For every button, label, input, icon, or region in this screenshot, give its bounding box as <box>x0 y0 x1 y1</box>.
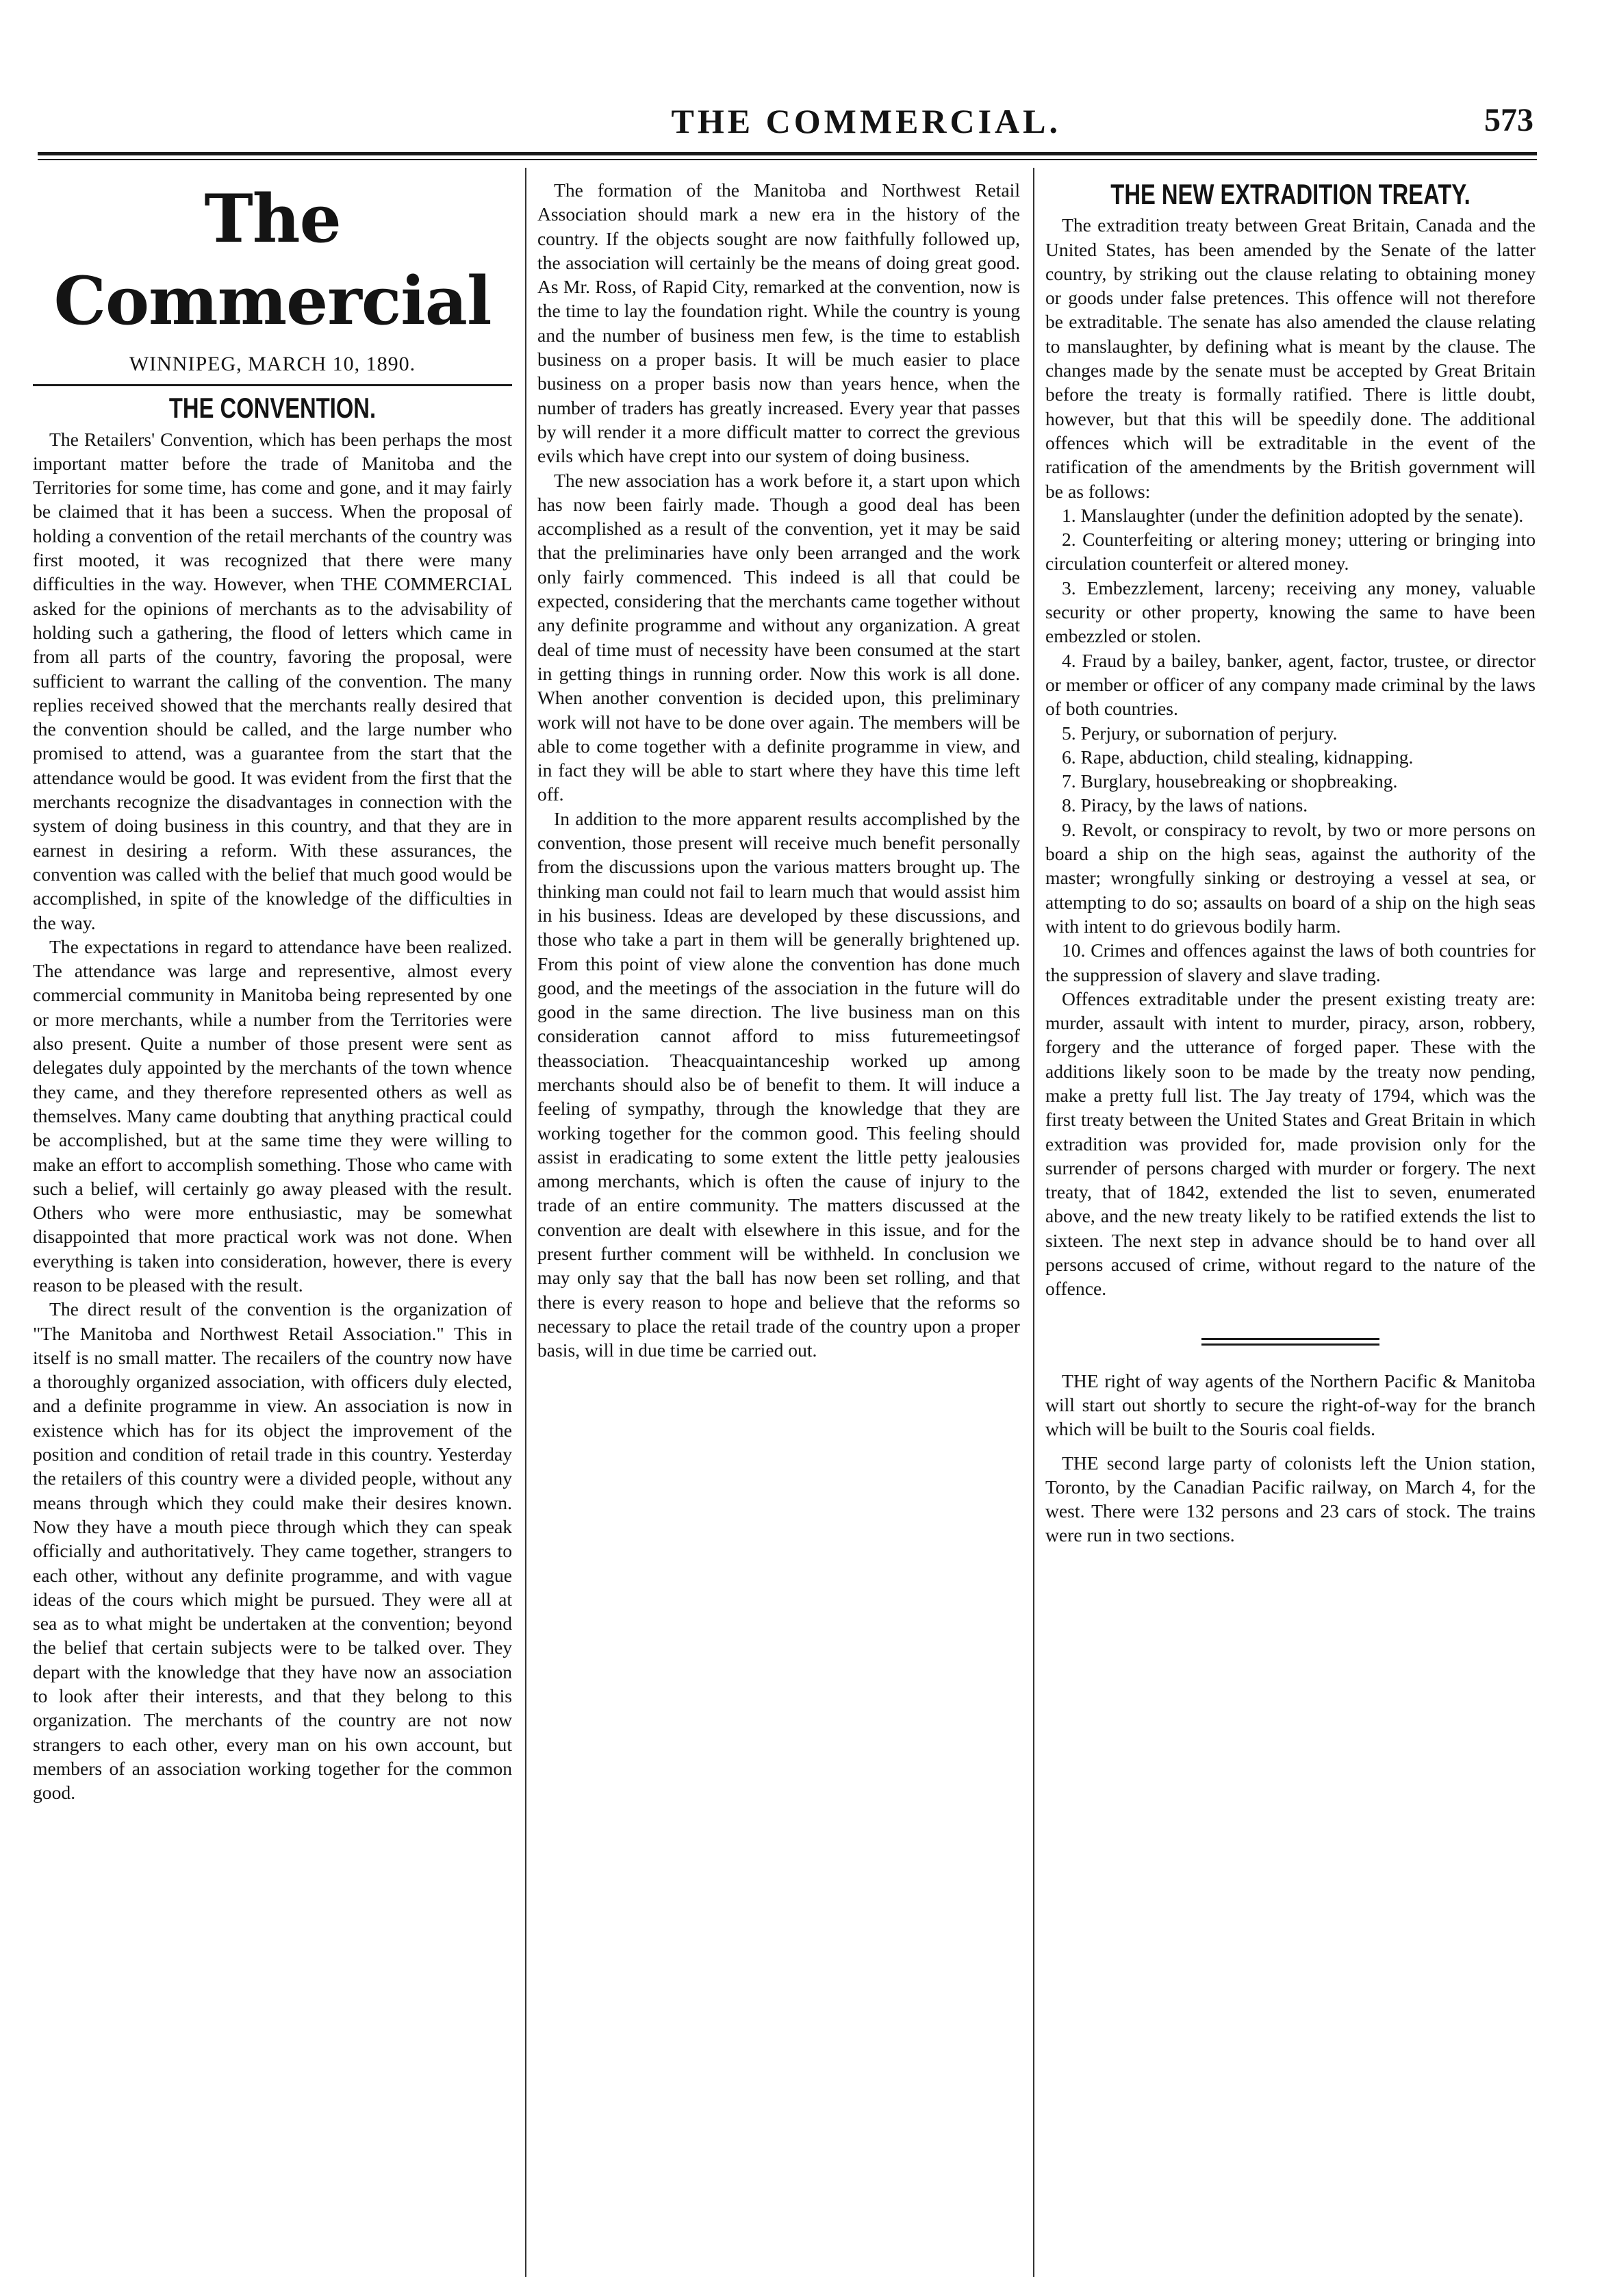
nameplate: The Commercial <box>53 180 492 340</box>
column-divider-left <box>525 168 526 2277</box>
note-lead: THE <box>1062 1452 1099 1474</box>
note-lead: THE <box>1062 1370 1099 1391</box>
extradition-closing: Offences extraditable under the present existing treaty are: murder, assault with intent to murder, piracy, arson, robbery, forgery and the utterance of forged paper. These with the additions likely soon to be made by the treaty now pending, make a pretty full list. The Jay treaty of 1794, which was the first treaty between the United States and Great Britain in which extradition was provided for, made provision only for the surrender of persons charged with murder or forgery. The next treaty, that of 1842, extended the list to seven, enumerated above, and the new treaty likely to be ratified extends the list to sixteen. The next step in advance should be to hand over all persons accused of crime, without regard to the nature of the offence. <box>1045 987 1536 1300</box>
note-text: second large party of colonists left the Union station, Toronto, by the Canadian Pacific railway, on March 4, for the west. There were 132 persons and 23 cars of stock. The trains were run in two sections. <box>1045 1452 1536 1546</box>
extradition-list-item: 10. Crimes and offences against the laws of both countries for the suppression of slavery and slave trading. <box>1045 939 1536 985</box>
extradition-list-item: 5. Perjury, or subornation of perjury. <box>1062 722 1338 744</box>
extradition-headline: THE NEW EXTRADITION TREATY. <box>1110 178 1471 210</box>
extradition-list-item: 6. Rape, abduction, child stealing, kidnapping. <box>1062 746 1414 768</box>
extradition-list-item: 9. Revolt, or conspiracy to revolt, by two or more persons on board a ship on the high seas, against the authority of the master; wrongfully sinking or destroying a vessel at sea, or attempting to do so; assaults on board of a ship on the high seas with intent to do grievous bodily harm. <box>1045 818 1536 937</box>
dateline: WINNIPEG, MARCH 10, 1890. <box>129 353 416 375</box>
column-2 <box>537 178 1020 1363</box>
column-3 <box>1045 178 1536 1548</box>
extradition-intro: The extradition treaty between Great Britain, Canada and the United States, has been amended by the Senate of the latter country, by striking out the clause relating to obtaining money or goods under false pretences. This offence will not therefore be extraditable. The senate has also amended the clause relating to manslaughter, by defining what is meant by the clause. The changes made by the senate must be accepted by Great Britain before the treaty is formally ratified. There is little doubt, however, but that this will be speedily done. The additional offences which will be extraditable in the event of the ratification of the amendments by the British government will be as follows: <box>1045 214 1536 502</box>
news-note <box>1045 1369 1536 1441</box>
extradition-list-item: 8. Piracy, by the laws of nations. <box>1062 794 1308 816</box>
convention-headline: THE CONVENTION. <box>168 392 377 425</box>
convention-paragraph: The formation of the Manitoba and Northwest Retail Association should mark a new era in the history of the country. If the objects sought are now faithfully followed up, the association will certainly be the means of doing great good. As Mr. Ross, of Rapid City, remarked at the convention, now is the time to lay the foundation right. While the country is young and the number of business men few, is the time to establish business on a proper basis. It will be much easier to place business on a proper basis now than years hence, when the number of traders has greatly increased. Every year that passes by will render it a more difficult matter to correct the grevious evils which have crept into our system of doing business. <box>537 179 1020 467</box>
extradition-list-item: 4. Fraud by a bailey, banker, agent, factor, trustee, or director or member or officer of any company made criminal by the laws of both countries. <box>1045 649 1536 720</box>
convention-paragraph: The new association has a work before it, a start upon which has now been fairly made. Though a good deal has been accomplished as a result of the convention, yet it may be said that the preliminaries have only been arranged and the work only fairly commenced. This indeed is all that could be expected, considering that the merchants came together without any definite programme and without any organization. A great deal of time must of necessity have been consumed at the start in getting things in running order. Now this work is all done. When another convention is decided upon, this preliminary work will not have to be done over again. The members will be able to come together with a definite programme in view, and in fact they will be able to start where they have this time left off. <box>537 469 1020 805</box>
news-note <box>1045 1451 1536 1548</box>
convention-paragraph: The expectations in regard to attendance have been realized. The attendance was large and representive, almost every commercial community in Manitoba being represented by one or more merchants, while a number from the Territories were also present. Quite a number of those present were sent as delegates duly appointed by the merchants of the town whence they came, and they therefore represented others as well as themselves. Many came doubting that anything practical could be accomplished, but at the same time they were willing to make an effort to accomplish something. Those who came with such a belief, will certainly go away pleased with the result. Others who were more enthusiastic, may be somewhat disappointed that more practical work was not done. When everything is taken into consideration, however, there is every reason to be pleased with the result. <box>33 935 512 1296</box>
column-divider-right <box>1033 168 1034 2277</box>
dateline-rule <box>33 384 512 386</box>
extradition-list-item: 2. Counterfeiting or altering money; uttering or bringing into circulation counterfeit or altered money. <box>1045 529 1536 575</box>
extradition-list-item: 7. Burglary, housebreaking or shopbreaking. <box>1062 770 1398 792</box>
section-separator <box>1201 1338 1379 1346</box>
page-number: 573 <box>1484 102 1533 138</box>
convention-paragraph: The direct result of the convention is the organization of "The Manitoba and Northwest Retail Association." This in itself is no small matter. The recailers of the country now have a thoroughly organized association, with officers duly elected, and a definite programme in view. An association is now in existence which has for its object the improvement of the position and condition of retail trade in this country. Yesterday the retailers of this country were a divided people, without any means through which they could make their desires known. Now they have a mouth piece through which they can speak officially and authoritatively. They came together, strangers to each other, without any definite programme, and with vague ideas of the cours which might be pursued. They were all at sea as to what might be undertaken at the convention; beyond the belief that certain subjects were to be talked over. They depart with the knowledge that they have now an association to look after their interests, and that they belong to this organization. The merchants of the country are not now strangers to each other, every man on his own account, but members of an association working together for the common good. <box>33 1298 512 1804</box>
extradition-list-item: 1. Manslaughter (under the definition adopted by the senate). <box>1062 504 1524 526</box>
column-1 <box>33 178 512 1805</box>
extradition-list-item: 3. Embezzlement, larceny; receiving any money, valuable security or other property, knowing the same to have been embezzled or stolen. <box>1045 577 1536 647</box>
convention-paragraph: In addition to the more apparent results accomplished by the convention, those present will receive much benefit personally from the discussions upon the various matters brought up. The thinking man could not fail to learn much that would assist him in his business. Ideas are developed by these discussions, and those who take a part in them will be generally brightened up. From this point of view alone the convention has done much good, and the meetings of the association in the future will do good in the same direction. The live business man on this consideration cannot afford to miss futuremeetingsof theassociation. Theacquaintanceship worked up among merchants should also be of benefit to them. It will induce a feeling of sympathy, through the knowledge that they are working together for the common good. This feeling should assist in eradicating to some extent the little petty jealousies among merchants, which is often the cause of injury to the trade of an entire community. The matters discussed at the convention are dealt with elsewhere in this issue, and for the present further comment will be withheld. In conclusion we may only say that the ball has now been set rolling, and that there is every reason to hope and believe that the reforms so necessary to place the retail trade of the country upon a proper basis, will in due time be carried out. <box>537 807 1020 1361</box>
note-text: right of way agents of the Northern Pacific & Manitoba will start out shortly to secure the right-of-way for the branch which will be built to the Souris coal fields. <box>1045 1370 1536 1440</box>
masthead-rule-top <box>38 152 1537 155</box>
masthead <box>41 101 1533 142</box>
convention-paragraph: The Retailers' Convention, which has been perhaps the most important matter before the trade of Manitoba and the Territories for some time, has come and gone, and it may fairly be claimed that it has been a success. When the proposal of holding a convention of the retail merchants of the country was first mooted, it was recognized that there were many difficulties in the way. However, when THE COMMERCIAL asked for the opinions of merchants as to the advisability of holding such a gathering, the flood of letters which came in from all parts of the country, favoring the proposal, were sufficient to warrant the calling of the convention. The many replies received showed that the merchants really desired that the convention should be called, and the large number who promised to attend, was a guarantee from the start that the attendance would be good. It was evident from the first that the merchants recognize the disadvantages in connection with the system of doing business in this country, and that they are in earnest in desiring a reform. With these assurances, the convention was called with the belief that much good would be accomplished, in spite of the knowledge of the difficulties in the way. <box>33 428 512 933</box>
masthead-title: THE COMMERCIAL. <box>671 102 1061 140</box>
masthead-rule-bottom <box>38 159 1537 160</box>
